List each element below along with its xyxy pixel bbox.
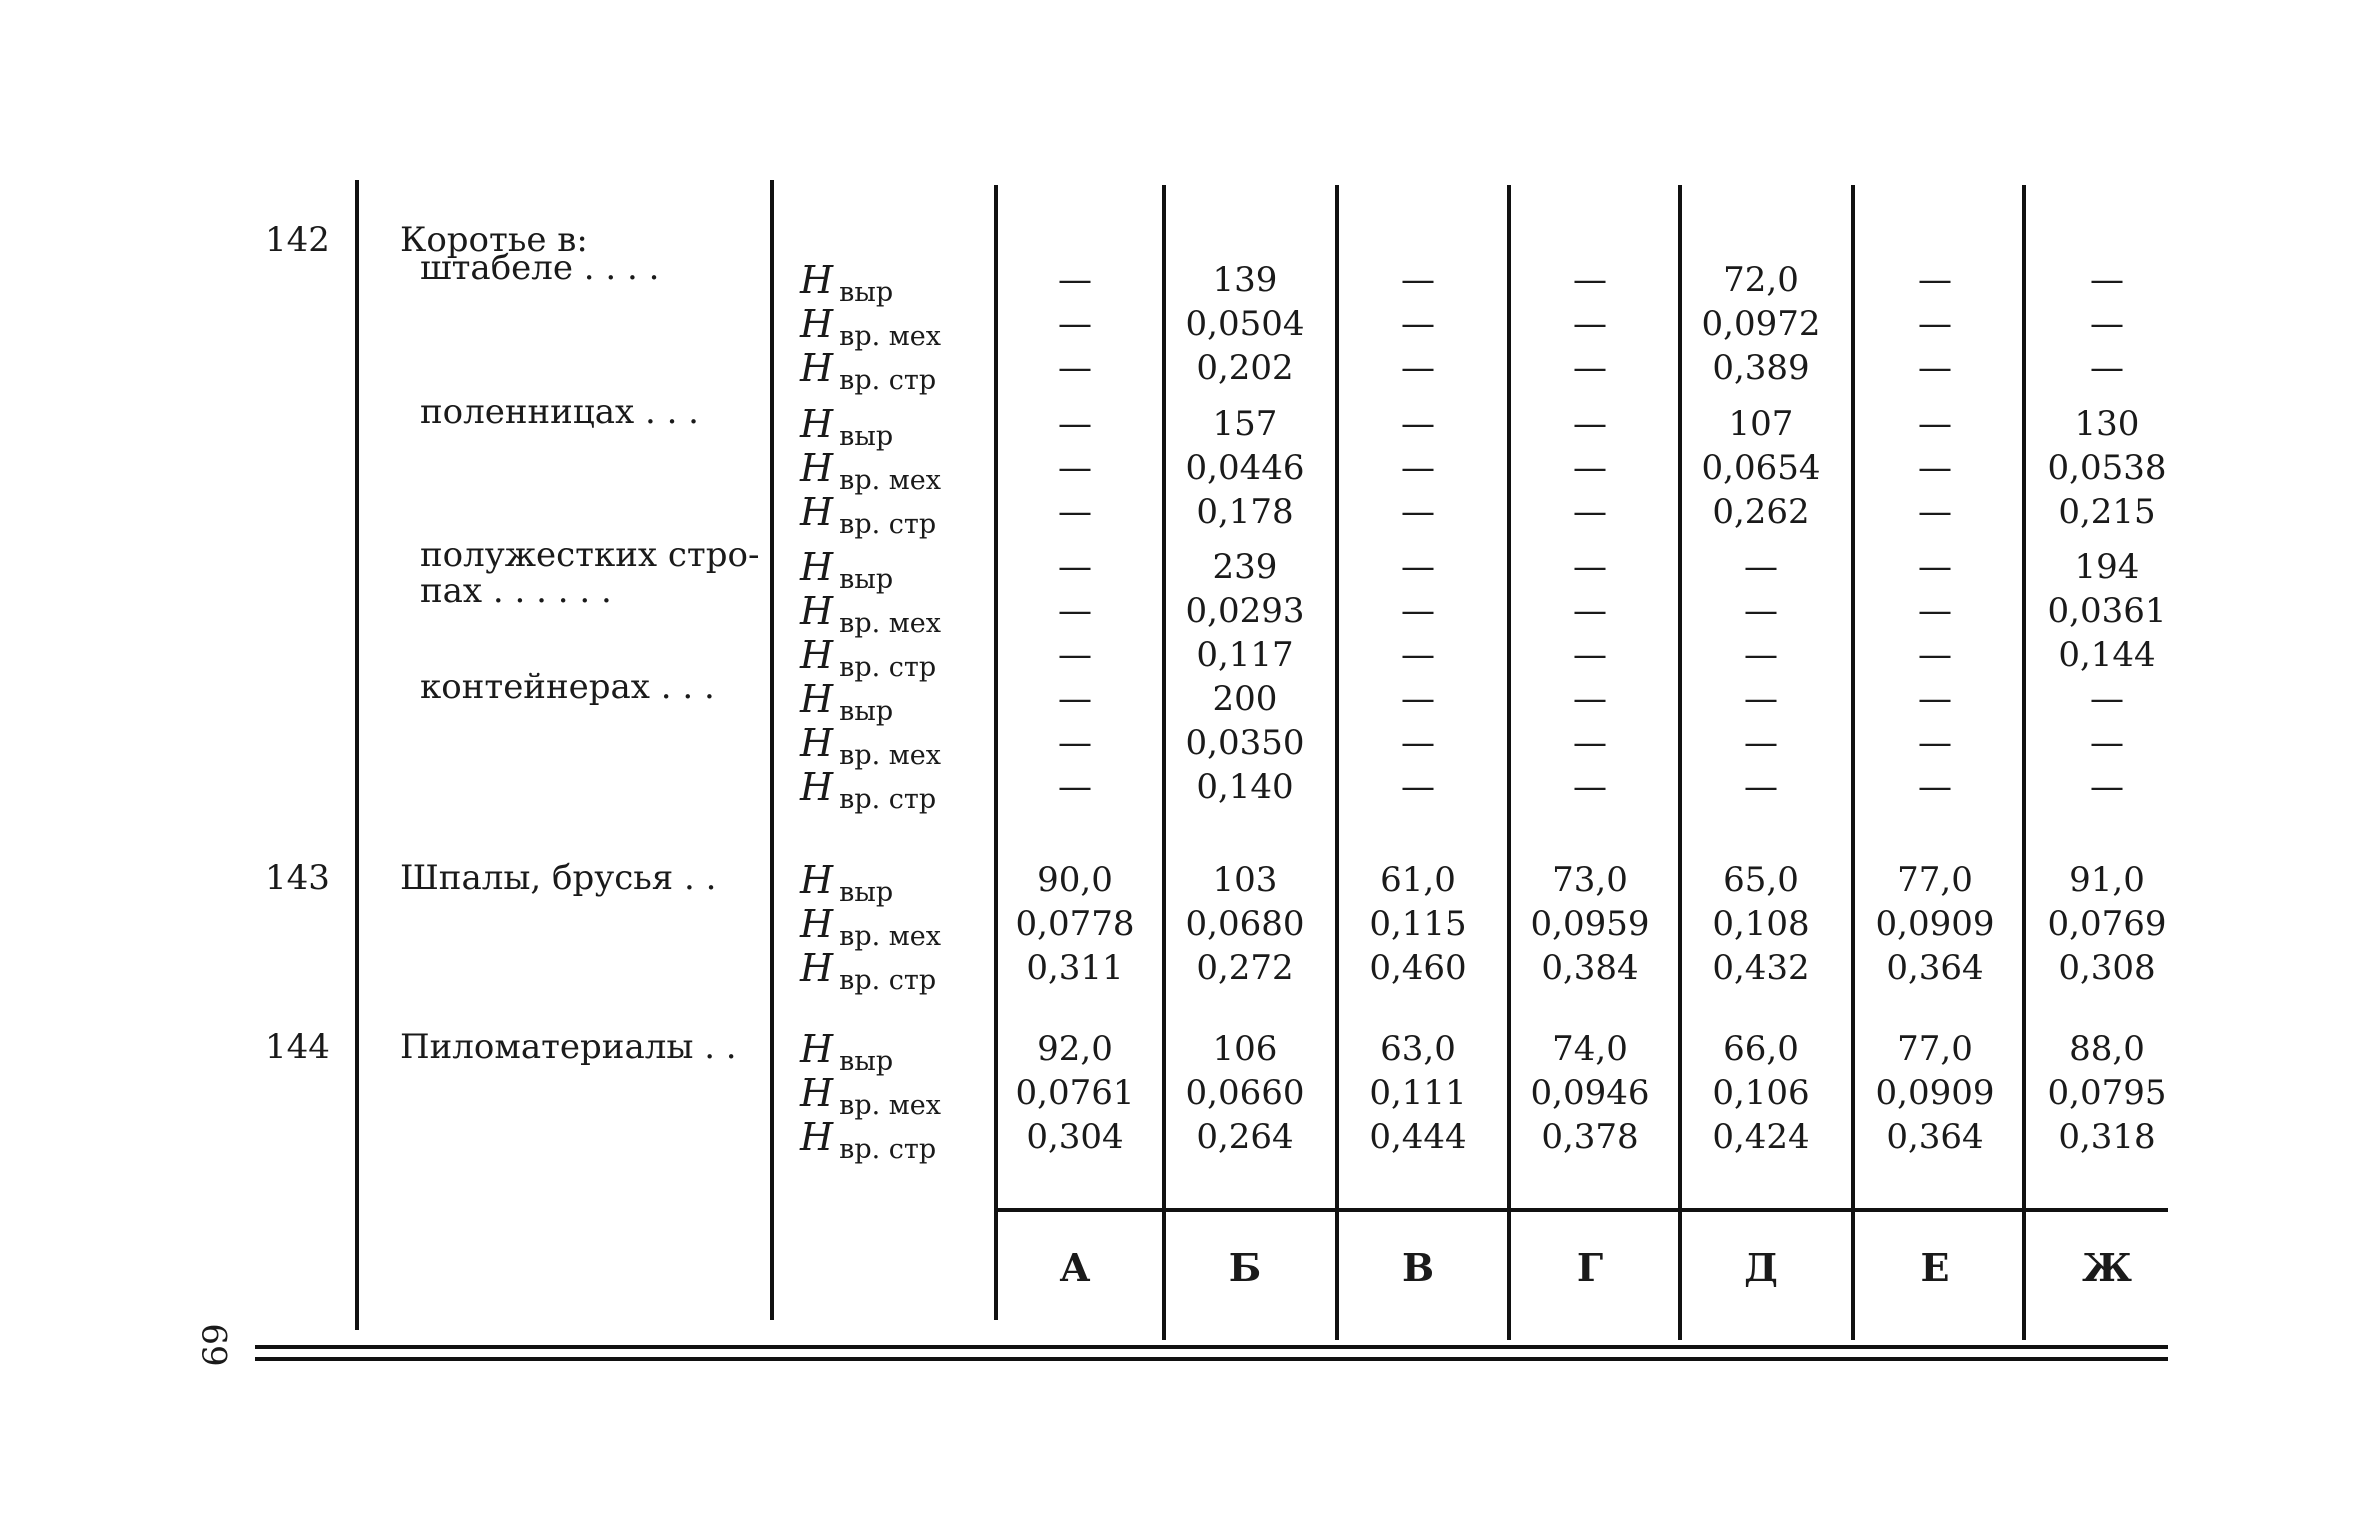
value-cell: — bbox=[1058, 304, 1092, 344]
value-cell: 0,0761 bbox=[1015, 1073, 1135, 1113]
h-letter: Н bbox=[800, 490, 834, 534]
value-cell: 0,144 bbox=[2058, 635, 2156, 675]
bottom-rule-double bbox=[255, 1357, 2168, 1361]
value-cell: 0,178 bbox=[1196, 492, 1294, 532]
value-cell: — bbox=[1401, 304, 1435, 344]
value-cell: 0,0538 bbox=[2047, 448, 2167, 488]
value-cell: — bbox=[1918, 404, 1952, 444]
h-letter: Н bbox=[800, 902, 834, 946]
value-cell: — bbox=[1058, 260, 1092, 300]
value-cell: 239 bbox=[1212, 547, 1278, 587]
value-cell: — bbox=[1058, 448, 1092, 488]
value-cell: — bbox=[1744, 547, 1778, 587]
value-cell: 0,215 bbox=[2058, 492, 2156, 532]
value-cell: 0,384 bbox=[1541, 948, 1639, 988]
row-label: Коротье в: bbox=[400, 220, 588, 260]
value-cell: 103 bbox=[1212, 860, 1278, 900]
value-cell: 0,108 bbox=[1712, 904, 1810, 944]
value-cell: — bbox=[1058, 635, 1092, 675]
h-letter: Н bbox=[800, 633, 834, 677]
norm-subscript: вр. стр bbox=[839, 652, 937, 683]
value-cell: — bbox=[1918, 492, 1952, 532]
h-letter: Н bbox=[800, 1115, 834, 1159]
column-rule bbox=[355, 180, 359, 1330]
value-cell: 0,202 bbox=[1196, 348, 1294, 388]
column-rule bbox=[2022, 185, 2026, 1340]
value-cell: 0,0778 bbox=[1015, 904, 1135, 944]
value-cell: 0,0795 bbox=[2047, 1073, 2167, 1113]
value-cell: — bbox=[1573, 591, 1607, 631]
value-cell: — bbox=[1744, 635, 1778, 675]
column-header: Д bbox=[1744, 1245, 1778, 1290]
value-cell: — bbox=[1573, 348, 1607, 388]
h-letter: Н bbox=[800, 1071, 834, 1115]
value-cell: — bbox=[1573, 723, 1607, 763]
norm-subscript: вр. стр bbox=[839, 965, 937, 996]
norm-subscript: вр. мех bbox=[839, 465, 941, 496]
value-cell: — bbox=[1918, 679, 1952, 719]
value-cell: — bbox=[1401, 679, 1435, 719]
value-cell: 0,272 bbox=[1196, 948, 1294, 988]
value-cell: 0,0654 bbox=[1701, 448, 1821, 488]
value-cell: 0,304 bbox=[1026, 1117, 1124, 1157]
row-number: 143 bbox=[265, 858, 330, 898]
value-cell: 92,0 bbox=[1037, 1029, 1113, 1069]
h-letter: Н bbox=[800, 545, 834, 589]
value-cell: 63,0 bbox=[1380, 1029, 1456, 1069]
row-label: Пиломатериалы . . bbox=[400, 1027, 737, 1067]
value-cell: — bbox=[1401, 635, 1435, 675]
value-cell: — bbox=[1401, 404, 1435, 444]
value-cell: 0,111 bbox=[1369, 1073, 1467, 1113]
value-cell: — bbox=[2090, 260, 2124, 300]
value-cell: — bbox=[1058, 492, 1092, 532]
norm-subscript: выр bbox=[839, 1046, 894, 1077]
column-rule bbox=[1678, 185, 1682, 1340]
norm-symbol bbox=[800, 1071, 941, 1121]
value-cell: — bbox=[1401, 348, 1435, 388]
column-rule bbox=[1335, 185, 1339, 1340]
value-cell: — bbox=[1058, 547, 1092, 587]
norm-subscript: вр. мех bbox=[839, 921, 941, 952]
norm-subscript: выр bbox=[839, 277, 894, 308]
value-cell: 200 bbox=[1212, 679, 1278, 719]
norm-symbol bbox=[800, 765, 937, 815]
norm-symbol bbox=[800, 346, 937, 396]
value-cell: — bbox=[1573, 547, 1607, 587]
value-cell: — bbox=[1401, 448, 1435, 488]
value-cell: 0,0504 bbox=[1185, 304, 1305, 344]
sub-label: штабеле . . . . bbox=[420, 248, 660, 288]
column-rule bbox=[994, 185, 998, 1320]
value-cell: 0,140 bbox=[1196, 767, 1294, 807]
value-cell: — bbox=[1573, 260, 1607, 300]
norm-symbol bbox=[800, 1115, 937, 1165]
value-cell: — bbox=[1401, 723, 1435, 763]
column-header: В bbox=[1401, 1245, 1435, 1290]
value-cell: — bbox=[1918, 635, 1952, 675]
h-letter: Н bbox=[800, 721, 834, 765]
column-header: Ж bbox=[2082, 1245, 2132, 1290]
value-cell: — bbox=[1058, 404, 1092, 444]
value-cell: — bbox=[1918, 767, 1952, 807]
value-cell: — bbox=[1573, 448, 1607, 488]
value-cell: 194 bbox=[2074, 547, 2140, 587]
value-cell: 0,460 bbox=[1369, 948, 1467, 988]
value-cell: — bbox=[1744, 591, 1778, 631]
value-cell: 77,0 bbox=[1897, 860, 1973, 900]
sub-label: полужестких стро- bbox=[420, 535, 760, 575]
norm-symbol bbox=[800, 402, 894, 452]
header-top-rule bbox=[998, 1208, 2168, 1212]
value-cell: 61,0 bbox=[1380, 860, 1456, 900]
column-header: Б bbox=[1228, 1245, 1262, 1290]
value-cell: 0,106 bbox=[1712, 1073, 1810, 1113]
norm-subscript: вр. мех bbox=[839, 321, 941, 352]
value-cell: 157 bbox=[1212, 404, 1278, 444]
value-cell: — bbox=[1573, 767, 1607, 807]
value-cell: 0,115 bbox=[1369, 904, 1467, 944]
norm-subscript: вр. стр bbox=[839, 784, 937, 815]
norm-symbol bbox=[800, 589, 941, 639]
value-cell: — bbox=[1918, 304, 1952, 344]
value-cell: 0,364 bbox=[1886, 948, 1984, 988]
value-cell: — bbox=[1918, 448, 1952, 488]
value-cell: — bbox=[1401, 492, 1435, 532]
sub-label: пах . . . . . . bbox=[420, 571, 612, 611]
value-cell: — bbox=[2090, 723, 2124, 763]
value-cell: 74,0 bbox=[1552, 1029, 1628, 1069]
value-cell: — bbox=[2090, 679, 2124, 719]
row-number: 144 bbox=[265, 1027, 330, 1067]
sub-label: поленницах . . . bbox=[420, 392, 699, 432]
norm-subscript: выр bbox=[839, 421, 894, 452]
value-cell: 0,311 bbox=[1026, 948, 1124, 988]
value-cell: 0,117 bbox=[1196, 635, 1294, 675]
h-letter: Н bbox=[800, 589, 834, 633]
norm-symbol bbox=[800, 633, 937, 683]
value-cell: — bbox=[1918, 348, 1952, 388]
value-cell: 66,0 bbox=[1723, 1029, 1799, 1069]
value-cell: — bbox=[1401, 591, 1435, 631]
value-cell: — bbox=[1058, 679, 1092, 719]
norm-subscript: вр. мех bbox=[839, 608, 941, 639]
h-letter: Н bbox=[800, 302, 834, 346]
value-cell: 0,0909 bbox=[1875, 1073, 1995, 1113]
value-cell: — bbox=[1744, 679, 1778, 719]
bottom-rule bbox=[255, 1345, 2168, 1349]
value-cell: — bbox=[1573, 635, 1607, 675]
value-cell: 72,0 bbox=[1723, 260, 1799, 300]
norm-subscript: вр. стр bbox=[839, 509, 937, 540]
value-cell: 139 bbox=[1212, 260, 1278, 300]
value-cell: — bbox=[1573, 304, 1607, 344]
value-cell: 0,364 bbox=[1886, 1117, 1984, 1157]
row-number: 142 bbox=[265, 220, 330, 260]
h-letter: Н bbox=[800, 1027, 834, 1071]
value-cell: 91,0 bbox=[2069, 860, 2145, 900]
value-cell: 0,0293 bbox=[1185, 591, 1305, 631]
column-rule bbox=[1507, 185, 1511, 1340]
value-cell: 0,262 bbox=[1712, 492, 1810, 532]
value-cell: 0,0446 bbox=[1185, 448, 1305, 488]
value-cell: — bbox=[1058, 723, 1092, 763]
norm-symbol bbox=[800, 302, 941, 352]
norm-symbol bbox=[800, 258, 894, 308]
value-cell: 0,0660 bbox=[1185, 1073, 1305, 1113]
value-cell: 0,424 bbox=[1712, 1117, 1810, 1157]
value-cell: 88,0 bbox=[2069, 1029, 2145, 1069]
value-cell: 130 bbox=[2074, 404, 2140, 444]
norm-symbol bbox=[800, 858, 894, 908]
h-letter: Н bbox=[800, 946, 834, 990]
value-cell: — bbox=[1058, 348, 1092, 388]
value-cell: 106 bbox=[1212, 1029, 1278, 1069]
h-letter: Н bbox=[800, 765, 834, 809]
value-cell: 0,0769 bbox=[2047, 904, 2167, 944]
norm-symbol bbox=[800, 490, 937, 540]
value-cell: 0,0909 bbox=[1875, 904, 1995, 944]
value-cell: 0,308 bbox=[2058, 948, 2156, 988]
norm-symbol bbox=[800, 1027, 894, 1077]
h-letter: Н bbox=[800, 346, 834, 390]
column-rule bbox=[770, 180, 774, 1320]
value-cell: 107 bbox=[1728, 404, 1794, 444]
value-cell: — bbox=[1918, 723, 1952, 763]
value-cell: — bbox=[1744, 723, 1778, 763]
norm-symbol bbox=[800, 721, 941, 771]
h-letter: Н bbox=[800, 858, 834, 902]
value-cell: 0,0972 bbox=[1701, 304, 1821, 344]
column-header: А bbox=[1059, 1245, 1091, 1290]
norm-subscript: вр. стр bbox=[839, 365, 937, 396]
value-cell: 0,432 bbox=[1712, 948, 1810, 988]
norm-subscript: вр. мех bbox=[839, 740, 941, 771]
norm-subscript: вр. мех bbox=[839, 1090, 941, 1121]
norm-subscript: выр bbox=[839, 696, 894, 727]
column-rule bbox=[1162, 185, 1166, 1340]
row-label: Шпалы, брусья . . bbox=[400, 858, 717, 898]
value-cell: 77,0 bbox=[1897, 1029, 1973, 1069]
value-cell: — bbox=[1918, 547, 1952, 587]
value-cell: 0,318 bbox=[2058, 1117, 2156, 1157]
norm-subscript: выр bbox=[839, 877, 894, 908]
norm-symbol bbox=[800, 946, 937, 996]
sub-label: контейнерах . . . bbox=[420, 667, 715, 707]
value-cell: 73,0 bbox=[1552, 860, 1628, 900]
value-cell: — bbox=[1058, 767, 1092, 807]
norm-subscript: вр. стр bbox=[839, 1134, 937, 1165]
value-cell: 0,0946 bbox=[1530, 1073, 1650, 1113]
value-cell: 0,444 bbox=[1369, 1117, 1467, 1157]
value-cell: — bbox=[1058, 591, 1092, 631]
value-cell: — bbox=[2090, 348, 2124, 388]
h-letter: Н bbox=[800, 677, 834, 721]
value-cell: 0,389 bbox=[1712, 348, 1810, 388]
value-cell: — bbox=[1401, 547, 1435, 587]
value-cell: — bbox=[1744, 767, 1778, 807]
value-cell: — bbox=[1573, 492, 1607, 532]
value-cell: — bbox=[1401, 260, 1435, 300]
value-cell: 0,0361 bbox=[2047, 591, 2167, 631]
value-cell: — bbox=[1401, 767, 1435, 807]
column-rule bbox=[1851, 185, 1855, 1340]
value-cell: — bbox=[2090, 304, 2124, 344]
value-cell: 0,0959 bbox=[1530, 904, 1650, 944]
norm-symbol bbox=[800, 902, 941, 952]
norm-subscript: выр bbox=[839, 564, 894, 595]
h-letter: Н bbox=[800, 402, 834, 446]
page-number: 69 bbox=[193, 1323, 234, 1367]
value-cell: 0,0350 bbox=[1185, 723, 1305, 763]
h-letter: Н bbox=[800, 446, 834, 490]
value-cell: — bbox=[1918, 591, 1952, 631]
value-cell: 0,264 bbox=[1196, 1117, 1294, 1157]
h-letter: Н bbox=[800, 258, 834, 302]
value-cell: — bbox=[2090, 767, 2124, 807]
value-cell: 0,378 bbox=[1541, 1117, 1639, 1157]
value-cell: — bbox=[1573, 679, 1607, 719]
value-cell: 0,0680 bbox=[1185, 904, 1305, 944]
value-cell: 65,0 bbox=[1723, 860, 1799, 900]
column-header: Г bbox=[1576, 1245, 1604, 1290]
value-cell: — bbox=[1573, 404, 1607, 444]
column-header: Е bbox=[1920, 1245, 1950, 1290]
norm-symbol bbox=[800, 545, 894, 595]
norm-symbol bbox=[800, 446, 941, 496]
value-cell: — bbox=[1918, 260, 1952, 300]
norm-symbol bbox=[800, 677, 894, 727]
value-cell: 90,0 bbox=[1037, 860, 1113, 900]
